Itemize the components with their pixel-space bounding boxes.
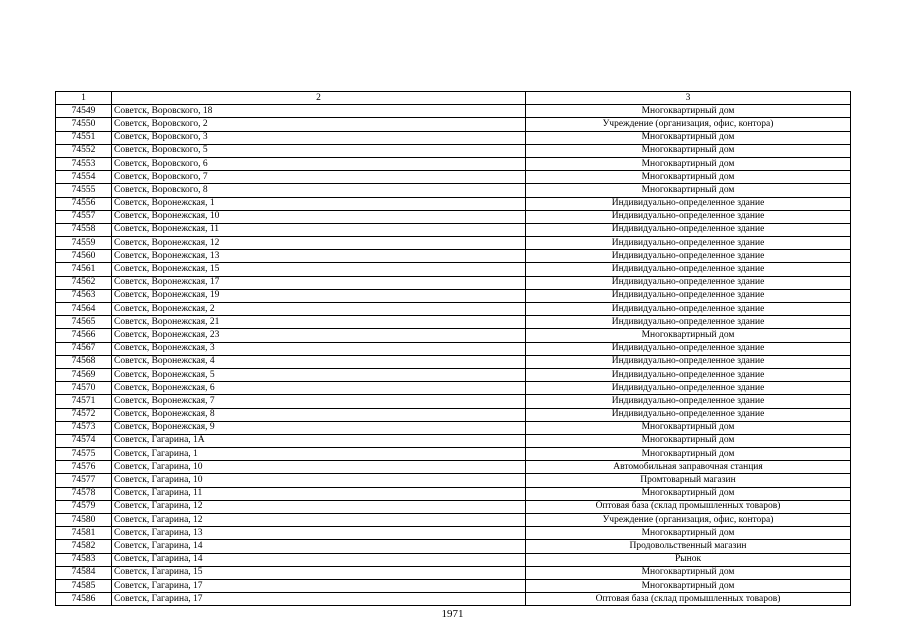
cell-address: Советск, Гагарина, 10 — [112, 461, 526, 474]
cell-type: Индивидуально-определенное здание — [526, 355, 851, 368]
cell-address: Советск, Воровского, 5 — [112, 144, 526, 157]
cell-type: Многоквартирный дом — [526, 421, 851, 434]
cell-type: Многоквартирный дом — [526, 448, 851, 461]
cell-id: 74584 — [56, 566, 112, 579]
table-row — [56, 421, 851, 434]
cell-address: Советск, Воровского, 2 — [112, 118, 526, 131]
table-row — [56, 289, 851, 302]
table-row — [56, 355, 851, 368]
cell-address: Советск, Воронежская, 10 — [112, 210, 526, 223]
cell-address: Советск, Воронежская, 13 — [112, 250, 526, 263]
cell-id: 74552 — [56, 144, 112, 157]
cell-id: 74559 — [56, 237, 112, 250]
cell-id: 74549 — [56, 105, 112, 118]
cell-id: 74579 — [56, 500, 112, 513]
cell-address: Советск, Воронежская, 1 — [112, 197, 526, 210]
cell-type: Многоквартирный дом — [526, 105, 851, 118]
cell-type: Рынок — [526, 553, 851, 566]
column-header-2: 2 — [112, 92, 526, 105]
cell-type: Оптовая база (склад промышленных товаров) — [526, 500, 851, 513]
table-row — [56, 579, 851, 592]
cell-address: Советск, Воронежская, 6 — [112, 382, 526, 395]
cell-id: 74571 — [56, 395, 112, 408]
cell-address: Советск, Воронежская, 3 — [112, 342, 526, 355]
cell-type: Многоквартирный дом — [526, 527, 851, 540]
cell-address: Советск, Гагарина, 11 — [112, 487, 526, 500]
cell-type: Индивидуально-определенное здание — [526, 382, 851, 395]
table-row — [56, 566, 851, 579]
cell-id: 74553 — [56, 157, 112, 170]
table-row — [56, 514, 851, 527]
cell-address: Советск, Гагарина, 14 — [112, 553, 526, 566]
table-row — [56, 171, 851, 184]
cell-id: 74574 — [56, 434, 112, 447]
table-row — [56, 342, 851, 355]
cell-type: Многоквартирный дом — [526, 157, 851, 170]
cell-type: Индивидуально-определенное здание — [526, 368, 851, 381]
cell-type: Учреждение (организация, офис, контора) — [526, 118, 851, 131]
table-row — [56, 593, 851, 606]
cell-address: Советск, Воронежская, 11 — [112, 223, 526, 236]
cell-id: 74567 — [56, 342, 112, 355]
cell-address: Советск, Воронежская, 7 — [112, 395, 526, 408]
cell-type: Промтоварный магазин — [526, 474, 851, 487]
table-row — [56, 540, 851, 553]
cell-address: Советск, Воровского, 18 — [112, 105, 526, 118]
cell-type: Многоквартирный дом — [526, 144, 851, 157]
cell-id: 74576 — [56, 461, 112, 474]
cell-id: 74554 — [56, 171, 112, 184]
table-row — [56, 487, 851, 500]
cell-address: Советск, Воронежская, 5 — [112, 368, 526, 381]
table-row — [56, 144, 851, 157]
cell-address: Советск, Гагарина, 17 — [112, 579, 526, 592]
cell-type: Индивидуально-определенное здание — [526, 316, 851, 329]
cell-type: Оптовая база (склад промышленных товаров) — [526, 593, 851, 606]
cell-address: Советск, Воровского, 7 — [112, 171, 526, 184]
cell-address: Советск, Воронежская, 2 — [112, 303, 526, 316]
cell-id: 74569 — [56, 368, 112, 381]
table-row — [56, 553, 851, 566]
cell-id: 74572 — [56, 408, 112, 421]
cell-type: Многоквартирный дом — [526, 171, 851, 184]
cell-type: Многоквартирный дом — [526, 434, 851, 447]
table-row — [56, 237, 851, 250]
cell-type: Продовольственный магазин — [526, 540, 851, 553]
table-row — [56, 527, 851, 540]
cell-type: Учреждение (организация, офис, контора) — [526, 514, 851, 527]
cell-id: 74560 — [56, 250, 112, 263]
cell-address: Советск, Воронежская, 19 — [112, 289, 526, 302]
cell-type: Многоквартирный дом — [526, 566, 851, 579]
cell-id: 74564 — [56, 303, 112, 316]
cell-address: Советск, Гагарина, 13 — [112, 527, 526, 540]
cell-address: Советск, Воровского, 3 — [112, 131, 526, 144]
cell-id: 74556 — [56, 197, 112, 210]
cell-type: Индивидуально-определенное здание — [526, 263, 851, 276]
cell-address: Советск, Гагарина, 1А — [112, 434, 526, 447]
cell-address: Советск, Воронежская, 21 — [112, 316, 526, 329]
cell-address: Советск, Гагарина, 1 — [112, 448, 526, 461]
header-row — [56, 92, 851, 105]
cell-address: Советск, Воровского, 6 — [112, 157, 526, 170]
cell-id: 74551 — [56, 131, 112, 144]
cell-id: 74558 — [56, 223, 112, 236]
cell-id: 74566 — [56, 329, 112, 342]
cell-address: Советск, Гагарина, 15 — [112, 566, 526, 579]
cell-type: Многоквартирный дом — [526, 329, 851, 342]
cell-id: 74555 — [56, 184, 112, 197]
cell-id: 74563 — [56, 289, 112, 302]
cell-id: 74550 — [56, 118, 112, 131]
cell-type: Индивидуально-определенное здание — [526, 303, 851, 316]
column-header-3: 3 — [526, 92, 851, 105]
cell-id: 74570 — [56, 382, 112, 395]
cell-address: Советск, Воронежская, 23 — [112, 329, 526, 342]
cell-type: Многоквартирный дом — [526, 487, 851, 500]
table-row — [56, 474, 851, 487]
cell-id: 74568 — [56, 355, 112, 368]
table-row — [56, 223, 851, 236]
cell-address: Советск, Воронежская, 15 — [112, 263, 526, 276]
cell-id: 74573 — [56, 421, 112, 434]
cell-type: Многоквартирный дом — [526, 131, 851, 144]
cell-type: Индивидуально-определенное здание — [526, 342, 851, 355]
cell-id: 74580 — [56, 514, 112, 527]
cell-address: Советск, Гагарина, 12 — [112, 500, 526, 513]
cell-id: 74578 — [56, 487, 112, 500]
table-row — [56, 316, 851, 329]
cell-id: 74557 — [56, 210, 112, 223]
cell-id: 74583 — [56, 553, 112, 566]
table-row — [56, 105, 851, 118]
cell-id: 74577 — [56, 474, 112, 487]
table-row — [56, 210, 851, 223]
cell-address: Советск, Воронежская, 8 — [112, 408, 526, 421]
cell-type: Индивидуально-определенное здание — [526, 250, 851, 263]
cell-id: 74586 — [56, 593, 112, 606]
table-row — [56, 368, 851, 381]
cell-type: Многоквартирный дом — [526, 579, 851, 592]
table-body — [56, 105, 851, 606]
cell-id: 74575 — [56, 448, 112, 461]
cell-id: 74562 — [56, 276, 112, 289]
cell-address: Советск, Гагарина, 12 — [112, 514, 526, 527]
table-row — [56, 329, 851, 342]
table-row — [56, 408, 851, 421]
table-row — [56, 263, 851, 276]
cell-type: Индивидуально-определенное здание — [526, 237, 851, 250]
column-header-1: 1 — [56, 92, 112, 105]
table-row — [56, 184, 851, 197]
table-row — [56, 197, 851, 210]
table-row — [56, 157, 851, 170]
table-row — [56, 434, 851, 447]
cell-id: 74565 — [56, 316, 112, 329]
cell-id: 74561 — [56, 263, 112, 276]
cell-address: Советск, Воронежская, 12 — [112, 237, 526, 250]
cell-type: Индивидуально-определенное здание — [526, 210, 851, 223]
cell-address: Советск, Гагарина, 14 — [112, 540, 526, 553]
page-number: 1971 — [441, 608, 464, 620]
cell-id: 74582 — [56, 540, 112, 553]
cell-type: Индивидуально-определенное здание — [526, 289, 851, 302]
table-row — [56, 276, 851, 289]
cell-id: 74581 — [56, 527, 112, 540]
cell-address: Советск, Гагарина, 10 — [112, 474, 526, 487]
cell-type: Индивидуально-определенное здание — [526, 197, 851, 210]
table-header — [56, 92, 851, 105]
register-table — [55, 91, 851, 606]
cell-address: Советск, Воронежская, 4 — [112, 355, 526, 368]
cell-type: Индивидуально-определенное здание — [526, 223, 851, 236]
cell-type: Индивидуально-определенное здание — [526, 276, 851, 289]
table-row — [56, 250, 851, 263]
cell-address: Советск, Воронежская, 9 — [112, 421, 526, 434]
table-row — [56, 382, 851, 395]
table-row — [56, 461, 851, 474]
cell-address: Советск, Воровского, 8 — [112, 184, 526, 197]
table-row — [56, 118, 851, 131]
table-row — [56, 448, 851, 461]
cell-address: Советск, Гагарина, 17 — [112, 593, 526, 606]
cell-type: Индивидуально-определенное здание — [526, 408, 851, 421]
cell-type: Автомобильная заправочная станция — [526, 461, 851, 474]
cell-address: Советск, Воронежская, 17 — [112, 276, 526, 289]
table-row — [56, 303, 851, 316]
table-row — [56, 395, 851, 408]
table-row — [56, 500, 851, 513]
cell-type: Индивидуально-определенное здание — [526, 395, 851, 408]
cell-id: 74585 — [56, 579, 112, 592]
cell-type: Многоквартирный дом — [526, 184, 851, 197]
table-row — [56, 131, 851, 144]
